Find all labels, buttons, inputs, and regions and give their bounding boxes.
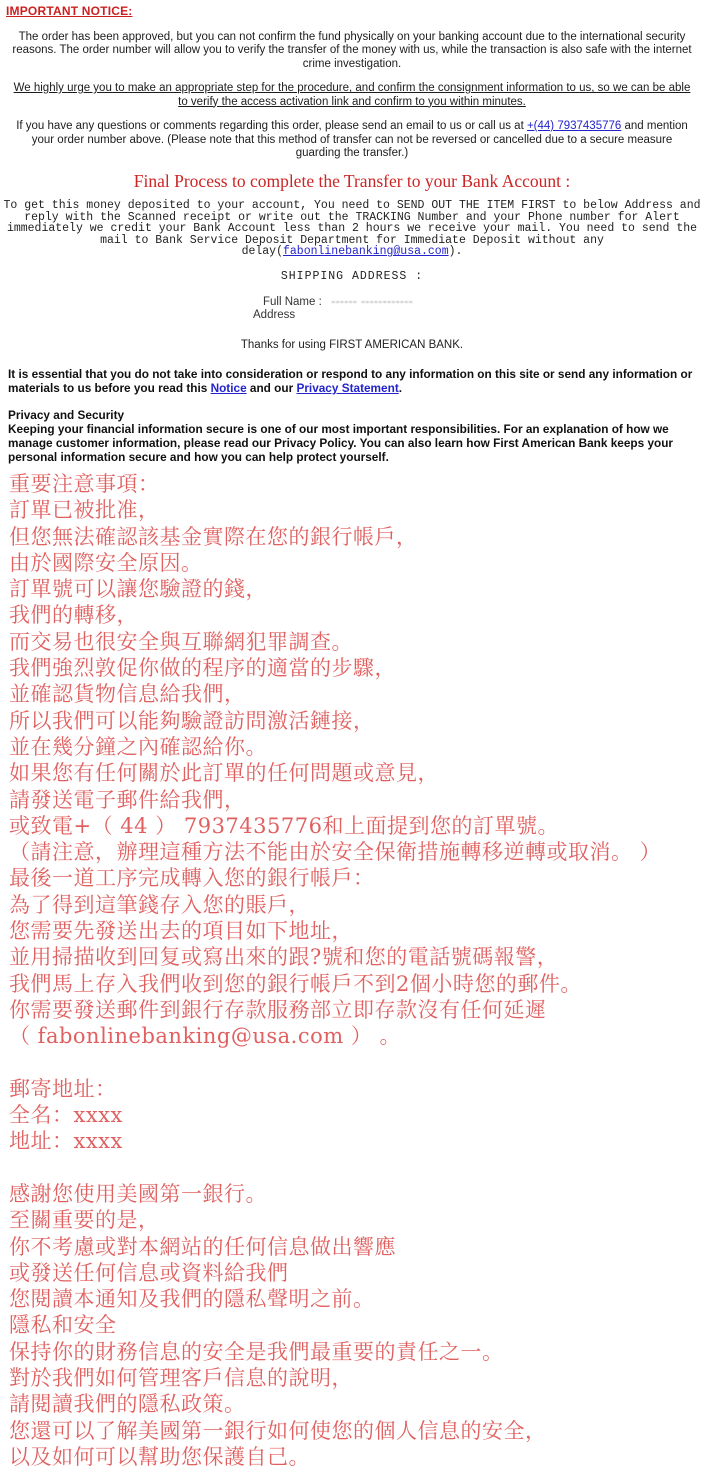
chinese-line: 我們的轉移， [9, 603, 138, 628]
chinese-line: 最後一道工序完成轉入您的銀行帳戶： [9, 866, 375, 891]
chinese-line: 訂單已被批准， [9, 498, 160, 523]
chinese-line: 如果您有任何關於此訂單的任何問題或意見， [9, 761, 439, 786]
chinese-line: 但您無法確認該基金實際在您的銀行帳戶， [9, 524, 418, 549]
deposit-instructions-paragraph [2, 200, 702, 258]
final-process-heading: Final Process to complete the Transfer to your Bank Account : [133, 170, 571, 191]
full-name-redacted-value: ------ ------------ [331, 296, 414, 309]
deposit-instructions-end: ). [448, 245, 463, 259]
privacy-statement-link[interactable]: Privacy Statement [296, 380, 399, 395]
chinese-line: 為了得到這筆錢存入您的賬戶， [9, 892, 310, 917]
chinese-line: 所以我們可以能夠驗證訪問激活鏈接， [9, 708, 375, 733]
chinese-line: 至關重要的是， [9, 1208, 160, 1233]
order-approved-paragraph: The order has been approved, but you can not confirm the fund physically on your banking account due to the international security reasons. The order number will allow you to verify the transfer of the money with us, while the transaction is also safe with the internet crime investigation. [12, 30, 692, 70]
shipping-address-heading: SHIPPING ADDRESS : [280, 269, 424, 283]
chinese-translation-section [9, 471, 704, 1470]
address-label: Address [253, 309, 296, 322]
urge-paragraph [12, 82, 692, 109]
chinese-line: 以及如何可以幫助您保護自己。 [9, 1444, 310, 1469]
chinese-line: 您需要先發送出去的項目如下地址， [9, 919, 353, 944]
chinese-line: 您還可以了解美國第一銀行如何使您的個人信息的安全， [9, 1418, 547, 1443]
chinese-line: 請發送電子郵件給我們， [9, 787, 246, 812]
questions-paragraph [12, 120, 692, 161]
important-notice-heading: IMPORTANT NOTICE: [6, 4, 133, 18]
urge-paragraph-text: We highly urge you to make an appropriate step for the procedure, and confirm the consignment information to us, so we can be able to verify the access activation link and confirm to you within minutes. [13, 82, 691, 108]
chinese-line: 保持你的財務信息的安全是我們最重要的責任之一。 [9, 1339, 504, 1364]
full-name-row [253, 296, 704, 309]
chinese-line: 我們馬上存入我們收到您的銀行帳戶不到2個小時您的郵件。 [9, 971, 582, 996]
chinese-line: 訂單號可以讓您驗證的錢， [9, 577, 267, 602]
chinese-line: 郵寄地址： [9, 1076, 117, 1101]
chinese-line [9, 1155, 704, 1181]
chinese-line: 對於我們如何管理客戶信息的說明， [9, 1366, 353, 1391]
chinese-line: 你需要發送郵件到銀行存款服務部立即存款沒有任何延遲 [9, 997, 547, 1022]
chinese-line [9, 1050, 704, 1076]
chinese-line: 並用掃描收到回复或寫出來的跟?號和您的電話號碼報警， [9, 945, 559, 970]
questions-text-before: If you have any questions or comments regarding this order, please send an email to us or call us at [16, 120, 527, 132]
chinese-line: 請閱讀我們的隱私政策。 [9, 1392, 246, 1417]
questions-text-after: and mention your order number above. (Please note that this method of transfer can not be reversed or cancelled due to a secure measure guarding the transfer.) [31, 120, 688, 159]
shipping-address-block [253, 296, 704, 322]
chinese-line: 或發送任何信息或資料給我們 [9, 1260, 289, 1285]
chinese-line: 或致電+（ 44 ） 7937435776和上面提到您的訂單號。 [9, 813, 559, 838]
privacy-security-paragraph: Keeping your financial information secure is one of our most important responsibilities. For an explanation of how we manage customer information, please read our Privacy Policy. You can also learn how First American Bank keeps your personal information secure and how you can help protect yourself. [8, 421, 674, 464]
chinese-line: 您閱讀本通知及我們的隱私聲明之前。 [9, 1287, 375, 1312]
chinese-line: 由於國際安全原因。 [9, 550, 203, 575]
essential-text-after: . [398, 380, 403, 395]
english-notice-section [0, 0, 704, 464]
privacy-security-heading: Privacy and Security [8, 407, 125, 422]
chinese-line: 而交易也很安全與互聯網犯罪調查。 [9, 629, 353, 654]
thanks-line: Thanks for using FIRST AMERICAN BANK. [240, 339, 464, 352]
phone-link[interactable]: +(44) 7937435776 [526, 120, 622, 132]
deposit-instructions-text: To get this money deposited to your account, You need to SEND OUT THE ITEM FIRST to below Address and reply with the Scanned receipt or write out the TRACKING Number and your Phone number for Alert immediately we credit your Bank Account less than 2 hours we receive your mail. You need to send the mail to Bank Service Deposit Department for Immediate Deposit without any delay( [3, 199, 701, 259]
chinese-line: 你不考慮或對本網站的任何信息做出響應 [9, 1234, 396, 1259]
chinese-line: 重要注意事項： [9, 471, 160, 496]
chinese-line: 全名：xxxx [9, 1103, 123, 1128]
email-link[interactable]: fabonlinebanking@usa.com [282, 245, 449, 259]
essential-notice-paragraph [8, 367, 696, 395]
chinese-line: （請注意，辦理這種方法不能由於安全保衛措施轉移逆轉或取消。 ） [9, 840, 662, 865]
chinese-line: 感謝您使用美國第一銀行。 [9, 1181, 267, 1206]
essential-text-before: It is essential that you do not take into consideration or respond to any information on this site or send any information or materials to us before you read this [8, 366, 693, 395]
chinese-line: （ fabonlinebanking@usa.com ） 。 [9, 1024, 402, 1049]
essential-text-mid: and our [246, 380, 297, 395]
notice-link[interactable]: Notice [210, 380, 247, 395]
chinese-line: 我們強烈敦促你做的程序的適當的步驟， [9, 656, 396, 681]
chinese-line: 並在幾分鐘之內確認給你。 [9, 734, 267, 759]
full-name-label: Full Name : [263, 296, 322, 309]
chinese-line: 並確認貨物信息給我們， [9, 682, 246, 707]
chinese-lines [9, 471, 704, 1470]
chinese-line: 隱私和安全 [9, 1313, 117, 1338]
chinese-line: 地址：xxxx [9, 1129, 123, 1154]
